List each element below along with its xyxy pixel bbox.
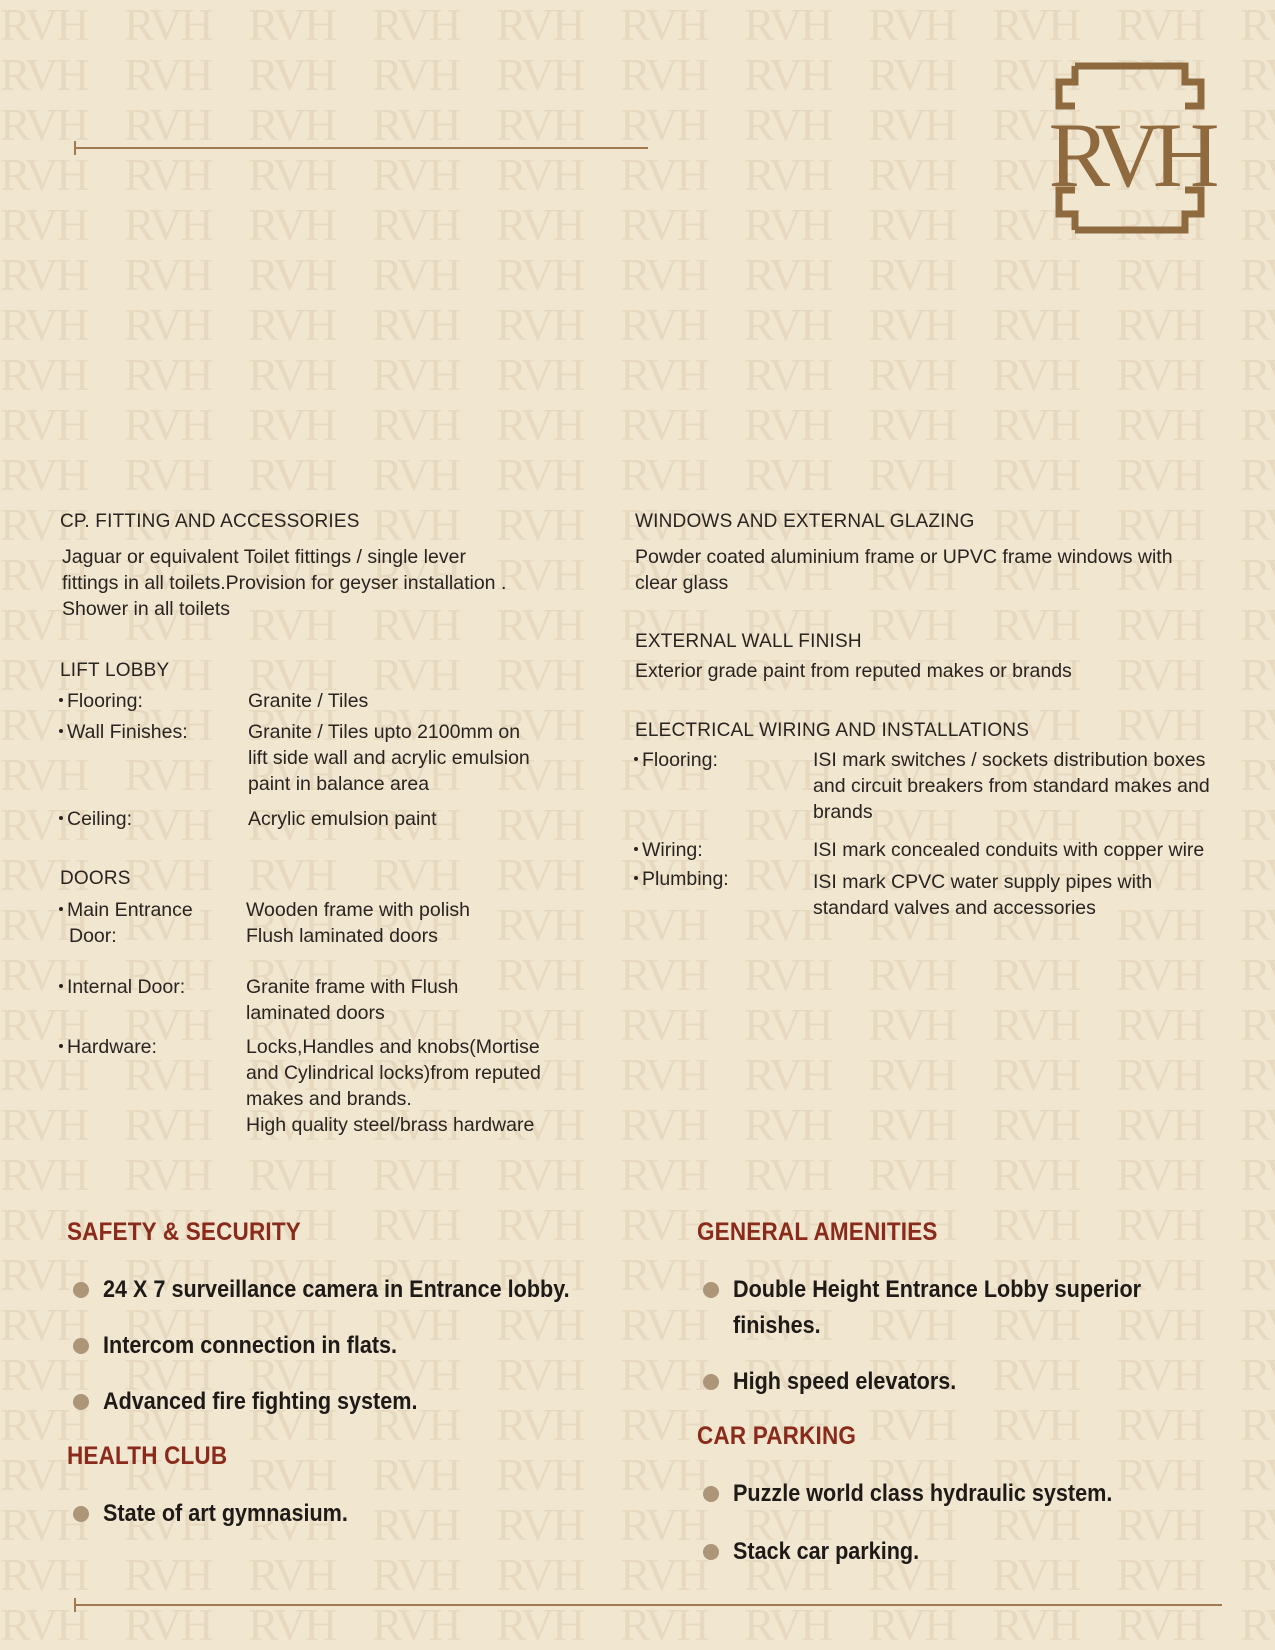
amenity-item: finishes. — [733, 1312, 821, 1339]
svg-text:RVH: RVH — [1048, 104, 1212, 206]
amenity-item: Stack car parking. — [733, 1538, 920, 1565]
health-club-title: HEALTH CLUB — [67, 1442, 228, 1470]
windows-line: Powder coated aluminium frame or UPVC frame windows with — [635, 546, 1173, 568]
lift-lobby-value: Granite / Tiles — [248, 690, 369, 712]
amenity-item: Advanced fire fighting system. — [103, 1388, 418, 1415]
electrical-value: and circuit breakers from standard makes and — [813, 775, 1210, 797]
doors-label: Hardware: — [59, 1034, 157, 1060]
doors-value: Wooden frame with polish — [246, 899, 471, 921]
bullet-dot-icon — [73, 1338, 89, 1354]
electrical-value: standard valves and accessories — [813, 897, 1096, 919]
cp-fitting-line: Shower in all toilets — [62, 598, 230, 620]
electrical-value: brands — [813, 801, 873, 823]
amenity-item: High speed elevators. — [733, 1368, 957, 1395]
amenity-item: 24 X 7 surveillance camera in Entrance lobby. — [103, 1276, 570, 1303]
doors-value: makes and brands. — [246, 1088, 412, 1110]
doors-value: Granite frame with Flush — [246, 976, 459, 998]
external-wall-title: EXTERNAL WALL FINISH — [635, 631, 862, 652]
car-parking-title: CAR PARKING — [697, 1422, 857, 1450]
doors-value: laminated doors — [246, 1002, 385, 1024]
doors-label: Door: — [69, 925, 117, 947]
bullet-dot-icon — [703, 1544, 719, 1560]
external-wall-line: Exterior grade paint from reputed makes or brands — [635, 660, 1072, 682]
amenity-item: Intercom connection in flats. — [103, 1332, 398, 1359]
lift-lobby-value: Granite / Tiles upto 2100mm on — [248, 721, 521, 743]
bullet-dot-icon — [703, 1374, 719, 1390]
bullet-dot-icon — [73, 1506, 89, 1522]
electrical-title: ELECTRICAL WIRING AND INSTALLATIONS — [635, 720, 1030, 741]
doors-label: Internal Door: — [59, 974, 185, 1000]
electrical-label: Plumbing: — [634, 866, 729, 892]
rvh-monogram-logo — [1035, 58, 1225, 238]
bullet-dot-icon — [73, 1282, 89, 1298]
electrical-label: Flooring: — [634, 747, 718, 773]
bullet-dot-icon — [703, 1486, 719, 1502]
doors-value: Flush laminated doors — [246, 925, 438, 947]
cp-fitting-line: fittings in all toilets.Provision for geyser installation . — [62, 572, 507, 594]
bullet-dot-icon — [73, 1394, 89, 1410]
doors-value: High quality steel/brass hardware — [246, 1114, 535, 1136]
amenity-item: State of art gymnasium. — [103, 1500, 348, 1527]
electrical-value: ISI mark CPVC water supply pipes with — [813, 871, 1153, 893]
doors-value: Locks,Handles and knobs(Mortise — [246, 1036, 540, 1058]
electrical-label: Wiring: — [634, 837, 703, 863]
amenity-item: Double Height Entrance Lobby superior — [733, 1276, 1142, 1303]
cp-fitting-title: CP. FITTING AND ACCESSORIES — [60, 511, 360, 532]
safety-security-title: SAFETY & SECURITY — [67, 1218, 301, 1246]
cp-fitting-line: Jaguar or equivalent Toilet fittings / single lever — [62, 546, 466, 568]
electrical-value: ISI mark switches / sockets distribution boxes — [813, 749, 1206, 771]
windows-title: WINDOWS AND EXTERNAL GLAZING — [635, 511, 975, 532]
doors-title: DOORS — [60, 868, 131, 889]
lift-lobby-label: Ceiling: — [59, 806, 132, 832]
lift-lobby-label: Flooring: — [59, 688, 143, 714]
doors-value: and Cylindrical locks)from reputed — [246, 1062, 541, 1084]
lift-lobby-label: Wall Finishes: — [59, 719, 188, 745]
doors-label: Main Entrance — [59, 897, 193, 923]
bottom-divider-line — [74, 1604, 1222, 1606]
lift-lobby-value: lift side wall and acrylic emulsion — [248, 747, 530, 769]
lift-lobby-title: LIFT LOBBY — [60, 660, 170, 681]
top-divider-line — [74, 147, 648, 149]
general-amenities-title: GENERAL AMENITIES — [697, 1218, 938, 1246]
lift-lobby-value: Acrylic emulsion paint — [248, 808, 437, 830]
bullet-dot-icon — [703, 1282, 719, 1298]
windows-line: clear glass — [635, 572, 729, 594]
lift-lobby-value: paint in balance area — [248, 773, 430, 795]
amenity-item: Puzzle world class hydraulic system. — [733, 1480, 1113, 1507]
electrical-value: ISI mark concealed conduits with copper wire — [813, 839, 1205, 861]
